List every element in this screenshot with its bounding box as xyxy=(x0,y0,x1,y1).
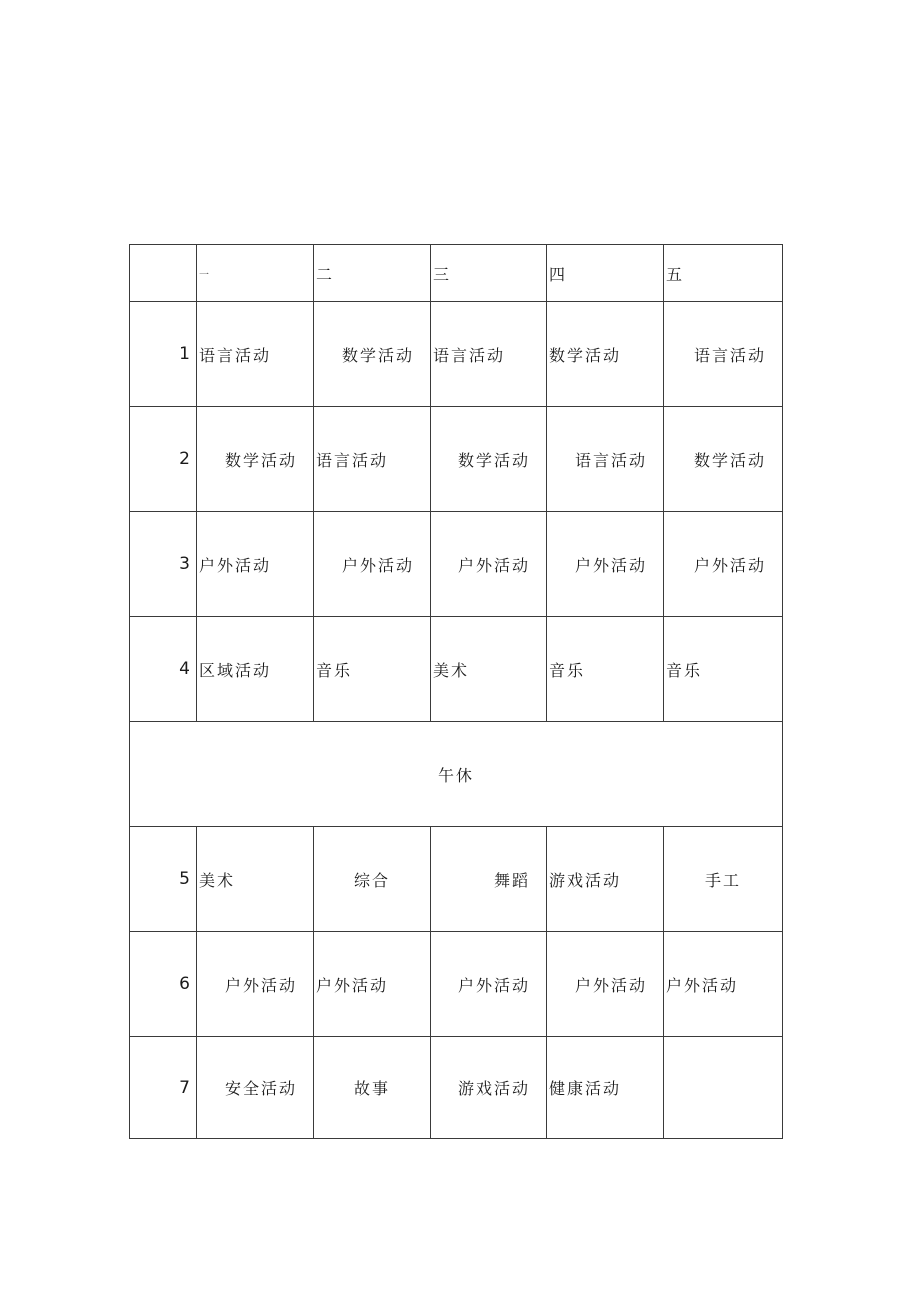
nap-cell: 午休 xyxy=(130,722,783,827)
period-row xyxy=(130,302,783,407)
schedule-cell: 音乐 xyxy=(547,617,664,722)
period-row xyxy=(130,1037,783,1139)
schedule-cell: 户外活动 xyxy=(664,512,783,617)
schedule-cell: 户外活动 xyxy=(547,512,664,617)
period-number: 4 xyxy=(130,617,197,722)
period-row xyxy=(130,407,783,512)
day-header: 四 xyxy=(547,245,664,302)
schedule-cell: 数学活动 xyxy=(431,407,547,512)
schedule-cell: 语言活动 xyxy=(314,407,431,512)
header-row xyxy=(130,245,783,302)
schedule-cell: 户外活动 xyxy=(664,932,783,1037)
weekly-schedule-table xyxy=(129,244,783,1139)
period-row xyxy=(130,827,783,932)
schedule-cell: 户外活动 xyxy=(431,512,547,617)
schedule-cell: 游戏活动 xyxy=(547,827,664,932)
corner-cell xyxy=(130,245,197,302)
schedule-cell: 美术 xyxy=(197,827,314,932)
day-header: 二 xyxy=(314,245,431,302)
period-number: 1 xyxy=(130,302,197,407)
period-row xyxy=(130,512,783,617)
day-header: 五 xyxy=(664,245,783,302)
period-number: 7 xyxy=(130,1037,197,1139)
schedule-cell: 户外活动 xyxy=(547,932,664,1037)
schedule-cell: 语言活动 xyxy=(547,407,664,512)
schedule-cell: 故事 xyxy=(314,1037,431,1139)
schedule-cell: 游戏活动 xyxy=(431,1037,547,1139)
schedule-cell: 语言活动 xyxy=(664,302,783,407)
period-row xyxy=(130,617,783,722)
day-header: 三 xyxy=(431,245,547,302)
nap-row xyxy=(130,722,783,827)
day-header: 一 xyxy=(197,245,314,302)
period-number: 2 xyxy=(130,407,197,512)
period-row xyxy=(130,932,783,1037)
schedule-cell: 健康活动 xyxy=(547,1037,664,1139)
schedule-cell: 数学活动 xyxy=(314,302,431,407)
period-number: 6 xyxy=(130,932,197,1037)
period-number: 5 xyxy=(130,827,197,932)
period-number: 3 xyxy=(130,512,197,617)
schedule-cell: 舞蹈 xyxy=(431,827,547,932)
schedule-cell: 户外活动 xyxy=(314,932,431,1037)
schedule-cell: 安全活动 xyxy=(197,1037,314,1139)
schedule-cell: 区域活动 xyxy=(197,617,314,722)
schedule-cell: 户外活动 xyxy=(197,932,314,1037)
schedule-cell: 手工 xyxy=(664,827,783,932)
schedule-cell: 户外活动 xyxy=(314,512,431,617)
schedule-cell: 音乐 xyxy=(664,617,783,722)
schedule-cell: 户外活动 xyxy=(197,512,314,617)
schedule-cell: 户外活动 xyxy=(431,932,547,1037)
schedule-cell: 数学活动 xyxy=(547,302,664,407)
schedule-cell: 美术 xyxy=(431,617,547,722)
schedule-cell: 数学活动 xyxy=(197,407,314,512)
schedule-cell: 音乐 xyxy=(314,617,431,722)
schedule-cell: 语言活动 xyxy=(197,302,314,407)
schedule-cell: 数学活动 xyxy=(664,407,783,512)
schedule-cell: 语言活动 xyxy=(431,302,547,407)
schedule-cell xyxy=(664,1037,783,1139)
schedule-cell: 综合 xyxy=(314,827,431,932)
